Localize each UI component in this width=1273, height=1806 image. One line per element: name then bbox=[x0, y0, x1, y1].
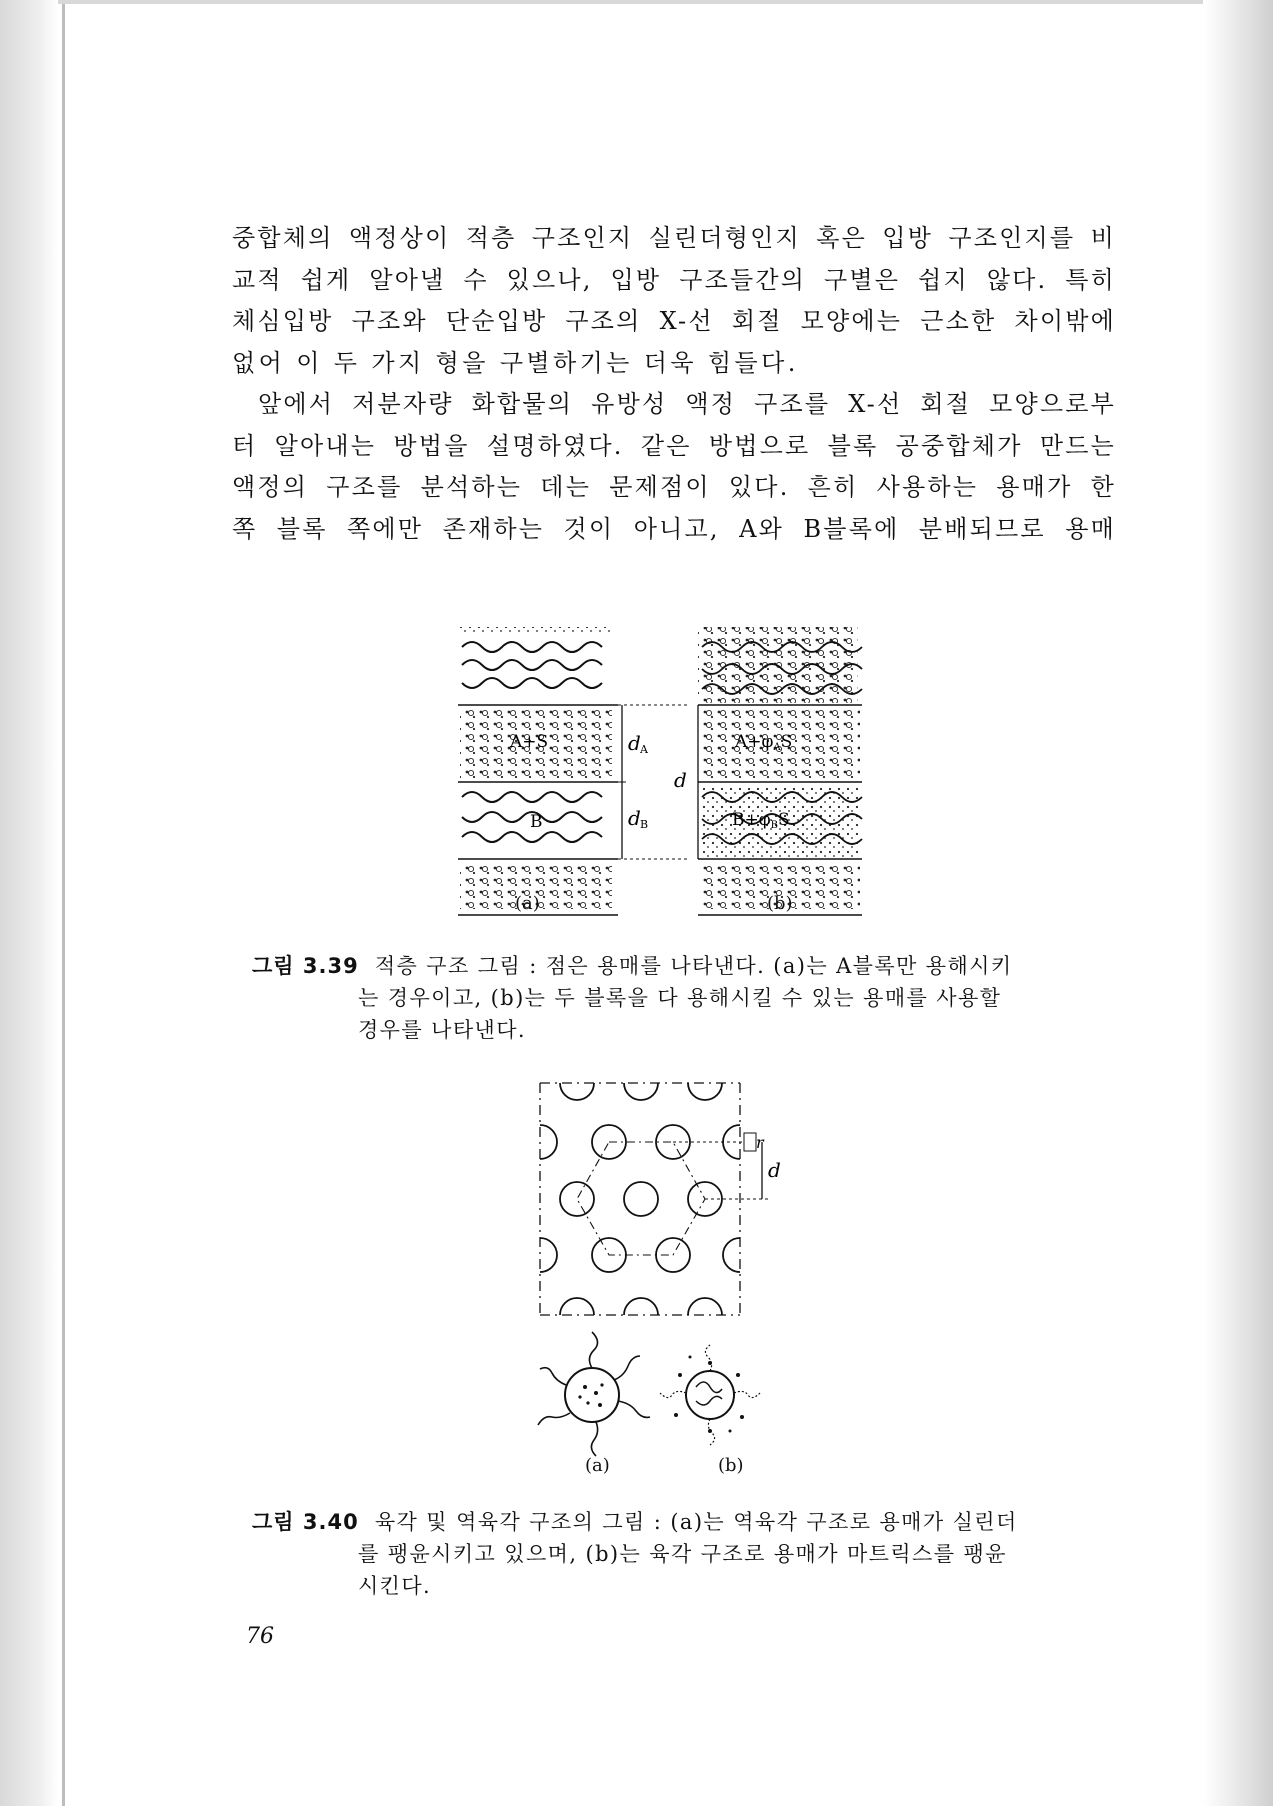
page-number: 76 bbox=[246, 1624, 274, 1649]
text-line: 터 알아내는 방법을 설명하였다. 같은 방법으로 블록 공중합체가 만드는 bbox=[232, 431, 1116, 460]
micelle-b bbox=[660, 1345, 760, 1445]
figure-3-39-caption bbox=[252, 950, 1116, 1046]
text-line: 중합체의 액정상이 적층 구조인지 실린더형인지 혹은 입방 구조인지를 비 bbox=[232, 224, 1116, 252]
caption-text: 적층 구조 그림 : 점은 용매를 나타낸다. (a)는 A블록만 용해시키 bbox=[374, 954, 1013, 978]
page-left-shadow bbox=[0, 0, 58, 1806]
caption-text: 를 팽윤시키고 있으며, (b)는 육각 구조로 용매가 마트릭스를 팽윤 bbox=[358, 1542, 1007, 1566]
body-text bbox=[232, 218, 1116, 550]
page-right-shadow bbox=[1203, 0, 1273, 1806]
page-top-edge bbox=[58, 0, 1203, 4]
micelle-a bbox=[538, 1332, 650, 1456]
text-line: 체심입방 구조와 단순입방 구조의 X-선 회절 모양에는 근소한 차이밖에 bbox=[232, 307, 1116, 335]
figure-3-39-panel-a-label: (a) bbox=[515, 893, 540, 914]
label-d: d bbox=[768, 1158, 781, 1182]
caption-text: 경우를 나타낸다. bbox=[358, 1018, 526, 1042]
text-line: 앞에서 저분자량 화합물의 유방성 액정 구조를 X-선 회절 모양으로부 bbox=[258, 390, 1116, 418]
label-d-a: d bbox=[628, 731, 641, 755]
text-line: 교적 쉽게 알아낼 수 있으나, 입방 구조들간의 구별은 쉽지 않다. 특히 bbox=[232, 265, 1116, 294]
caption-text: 시킨다. bbox=[358, 1574, 432, 1598]
label-a-phi-s: A+φAS bbox=[735, 732, 793, 753]
figure-3-40-caption bbox=[252, 1506, 1116, 1602]
figure-3-40-hexagonal-diagram bbox=[530, 1075, 820, 1490]
label-r: r bbox=[756, 1133, 764, 1152]
caption-text: 육각 및 역육각 구조의 그림 : (a)는 역육각 구조로 용매가 실린더 bbox=[374, 1510, 1018, 1534]
caption-label: 그림 3.40 bbox=[252, 1510, 359, 1534]
label-b-phi-s: B+φBS bbox=[732, 810, 790, 831]
page-left-edge bbox=[62, 0, 65, 1806]
label-d-b-sub: B bbox=[640, 818, 649, 831]
label-a-plus-s: A+S bbox=[510, 732, 549, 752]
label-b: B bbox=[530, 812, 543, 832]
panel-b-diagram bbox=[698, 627, 862, 915]
figure-3-39-panel-b-label: (b) bbox=[767, 893, 793, 914]
figure-3-40-panel-a-label: (a) bbox=[585, 1455, 610, 1476]
text-line: 쪽 블록 쪽에만 존재하는 것이 아니고, A와 B블록에 분배되므로 용매 bbox=[232, 514, 1116, 543]
figure-3-40-panel-b-label: (b) bbox=[718, 1455, 744, 1476]
label-d-a-sub: A bbox=[640, 743, 648, 756]
caption-text: 는 경우이고, (b)는 두 블록을 다 용해시킬 수 있는 용매를 사용할 bbox=[358, 986, 1002, 1010]
caption-label: 그림 3.39 bbox=[252, 954, 359, 978]
figure-3-39-lamellar-diagram bbox=[450, 625, 870, 925]
text-line: 없어 이 두 가지 형을 구별하기는 더욱 힘들다. bbox=[232, 348, 799, 377]
label-d-b: d bbox=[628, 806, 641, 830]
label-d: d bbox=[674, 768, 687, 792]
panel-a-diagram bbox=[458, 627, 618, 915]
text-line: 액정의 구조를 분석하는 데는 문제점이 있다. 흔히 사용하는 용매가 한 bbox=[232, 473, 1116, 501]
